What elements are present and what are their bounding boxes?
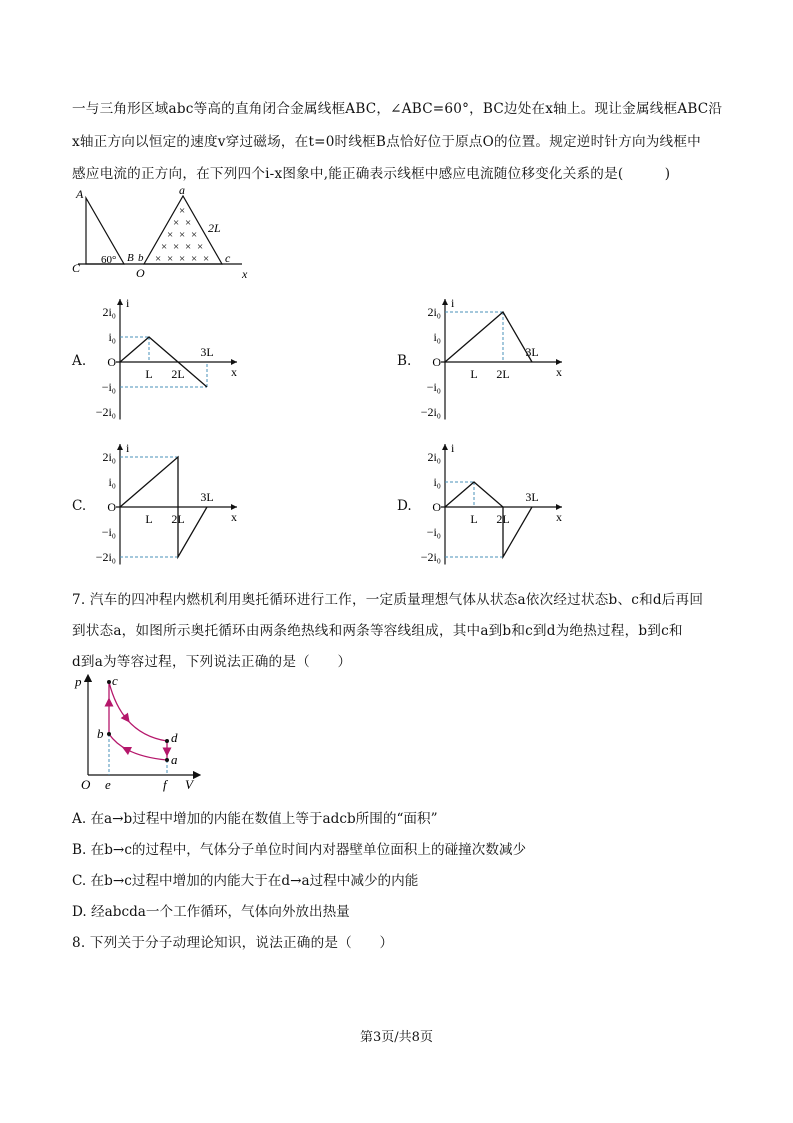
axis-label-x: x bbox=[556, 510, 562, 524]
x-tick-label: L bbox=[470, 512, 478, 526]
x-tick-label: 2L bbox=[496, 367, 510, 381]
y-tick-label: −i₀ bbox=[426, 525, 441, 539]
field-cross-mark: × bbox=[185, 241, 192, 253]
field-cross-mark: × bbox=[179, 229, 186, 241]
q8-text: 8. 下列关于分子动理论知识，说法正确的是（ ） bbox=[72, 935, 394, 951]
x-tick-label: L bbox=[470, 367, 478, 381]
y-tick-label: i₀ bbox=[433, 330, 441, 344]
y-tick-label: i₀ bbox=[433, 475, 441, 489]
y-tick-label: 2i₀ bbox=[102, 305, 116, 319]
option-c-label[interactable]: C. bbox=[72, 498, 87, 514]
x-tick-label: 3L bbox=[525, 490, 539, 504]
fig-label-A: A bbox=[76, 187, 84, 201]
pv-point-c bbox=[107, 680, 111, 684]
x-tick-label: 3L bbox=[200, 345, 214, 359]
graph-option-d bbox=[415, 441, 562, 571]
fig-label-c: c bbox=[225, 251, 231, 265]
q6-main-figure bbox=[70, 184, 255, 284]
x-tick-label: 2L bbox=[496, 512, 510, 526]
axis-label-i: i bbox=[451, 296, 455, 310]
field-cross-mark: × bbox=[197, 241, 204, 253]
x-tick-label: L bbox=[145, 512, 153, 526]
axis-label-x: x bbox=[231, 510, 237, 524]
y-axis-arrow bbox=[442, 299, 448, 305]
axis-label-x: x bbox=[556, 365, 562, 379]
y-tick-label: −i₀ bbox=[101, 380, 116, 394]
y-tick-label: −i₀ bbox=[426, 380, 441, 394]
pv-label-V: V bbox=[185, 777, 193, 792]
y-axis-arrow bbox=[117, 444, 123, 450]
page-footer: 第3页/共8页 bbox=[360, 1030, 433, 1045]
y-tick-label: 2i₀ bbox=[427, 305, 441, 319]
pv-label-c: c bbox=[112, 673, 118, 688]
x-tick-label: 3L bbox=[200, 490, 214, 504]
pv-point-a bbox=[165, 758, 169, 762]
pv-curve-cd bbox=[109, 682, 167, 741]
y-tick-label: −2i₀ bbox=[95, 405, 116, 419]
y-tick-label: −2i₀ bbox=[420, 405, 441, 419]
axis-label-i: i bbox=[451, 441, 455, 455]
fig-label-C: C bbox=[72, 261, 81, 275]
origin-label: O bbox=[432, 500, 441, 514]
pv-label-f: f bbox=[163, 777, 167, 792]
field-cross-mark: × bbox=[155, 253, 162, 265]
y-axis-arrow bbox=[117, 299, 123, 305]
q6-line-3: 感应电流的正方向，在下列四个i-x图象中,能正确表示线框中感应电流随位移变化关系的是( ) bbox=[72, 166, 671, 182]
option-a-label[interactable]: A. bbox=[72, 353, 87, 369]
fig-label-B: B bbox=[127, 252, 134, 264]
fig-label-a: a bbox=[179, 183, 185, 197]
option-b-label[interactable]: B. bbox=[397, 353, 412, 369]
field-cross-mark: × bbox=[167, 229, 174, 241]
y-tick-label: i₀ bbox=[108, 475, 116, 489]
field-cross-mark: × bbox=[179, 205, 186, 217]
q7-line-2: 到状态a，如图所示奥托循环由两条绝热线和两条等容线组成，其中a到b和c到d为绝热过程，b到c和 bbox=[72, 623, 683, 639]
x-tick-label: 3L bbox=[525, 345, 539, 359]
origin-label: O bbox=[432, 355, 441, 369]
x-tick-label: L bbox=[145, 367, 153, 381]
fig-label-b: b bbox=[138, 252, 144, 264]
q7-line-3: d到a为等容过程，下列说法正确的是（ ） bbox=[72, 654, 352, 670]
q7-option-c[interactable]: C. 在b→c过程中增加的内能大于在d→a过程中减少的内能 bbox=[72, 873, 419, 889]
y-axis-arrow bbox=[442, 444, 448, 450]
y-tick-label: 2i₀ bbox=[102, 450, 116, 464]
x-tick-label: 2L bbox=[171, 367, 185, 381]
fig-label-x: x bbox=[242, 267, 248, 281]
pv-label-O: O bbox=[81, 777, 91, 792]
pv-point-b bbox=[107, 732, 111, 736]
current-curve bbox=[445, 482, 532, 557]
pv-label-d: d bbox=[171, 730, 178, 745]
field-cross-mark: × bbox=[203, 253, 210, 265]
field-cross-mark: × bbox=[161, 241, 168, 253]
axis-label-i: i bbox=[126, 441, 130, 455]
origin-label: O bbox=[107, 355, 116, 369]
y-tick-label: i₀ bbox=[108, 330, 116, 344]
field-cross-mark: × bbox=[173, 217, 180, 229]
origin-label: O bbox=[107, 500, 116, 514]
field-cross-mark: × bbox=[185, 217, 192, 229]
field-cross-mark: × bbox=[167, 253, 174, 265]
field-cross-mark: × bbox=[191, 253, 198, 265]
pv-label-a: a bbox=[171, 752, 178, 767]
pv-arrow-ab bbox=[126, 749, 130, 751]
option-d-label[interactable]: D. bbox=[397, 498, 412, 514]
y-tick-label: 2i₀ bbox=[427, 450, 441, 464]
axis-label-x: x bbox=[231, 365, 237, 379]
fig-label-angle: 60° bbox=[101, 254, 117, 266]
pv-label-p: p bbox=[75, 674, 82, 689]
q7-option-b[interactable]: B. 在b→c的过程中，气体分子单位时间内对器壁单位面积上的碰撞次数减少 bbox=[72, 842, 527, 858]
y-tick-label: −i₀ bbox=[101, 525, 116, 539]
fig-label-O: O bbox=[136, 266, 145, 280]
y-tick-label: −2i₀ bbox=[95, 550, 116, 564]
pv-curve-ab bbox=[109, 734, 167, 760]
field-cross-mark: × bbox=[179, 253, 186, 265]
y-tick-label: −2i₀ bbox=[420, 550, 441, 564]
pv-label-e: e bbox=[105, 777, 111, 792]
q7-line-1: 7. 汽车的四冲程内燃机利用奥托循环进行工作，一定质量理想气体从状态a依次经过状态b、c和d后再回 bbox=[72, 592, 704, 608]
q6-line-1: 一与三角形区域abc等高的直角闭合金属线框ABC，∠ABC=60°，BC边处在x轴上。现让金属线框ABC沿 bbox=[72, 101, 723, 117]
field-cross-mark: × bbox=[173, 241, 180, 253]
pv-label-b: b bbox=[97, 726, 104, 741]
q7-pv-diagram bbox=[72, 672, 207, 794]
q6-line-2: x轴正方向以恒定的速度v穿过磁场，在t=0时线框B点恰好位于原点O的位置。规定逆时针方向为线框中 bbox=[72, 134, 701, 150]
graph-option-c bbox=[90, 441, 237, 571]
q7-option-a[interactable]: A. 在a→b过程中增加的内能在数值上等于adcb所围的“面积” bbox=[72, 811, 438, 827]
x-tick-label: 2L bbox=[171, 512, 185, 526]
q7-option-d[interactable]: D. 经abcda一个工作循环，气体向外放出热量 bbox=[72, 904, 350, 920]
graph-option-a bbox=[90, 296, 237, 426]
magnetic-field-crosses bbox=[155, 205, 209, 265]
fig-label-2L: 2L bbox=[208, 221, 221, 235]
pv-point-d bbox=[165, 739, 169, 743]
axis-label-i: i bbox=[126, 296, 130, 310]
field-cross-mark: × bbox=[191, 229, 198, 241]
current-curve bbox=[445, 312, 532, 362]
graph-option-b bbox=[415, 296, 562, 426]
